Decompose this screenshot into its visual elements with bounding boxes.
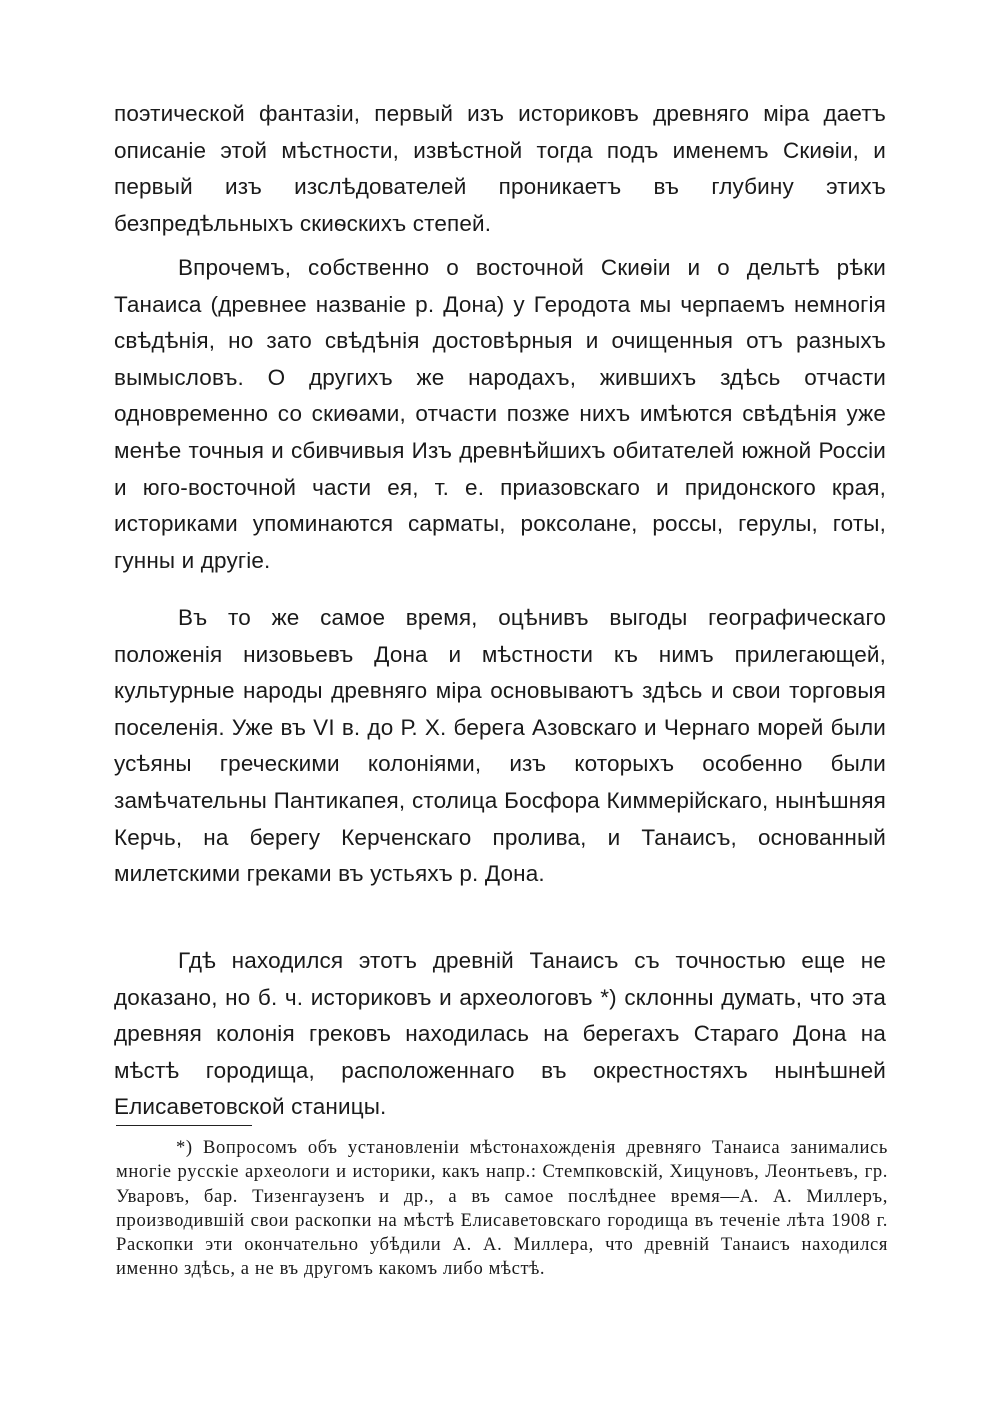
footnote-marker: *) [176, 1137, 193, 1158]
footnote [116, 1136, 888, 1282]
footnote-separator [116, 1125, 252, 1126]
paragraph-2: Впрочемъ, собственно о восточной Скиѳіи и о дельтѣ рѣки Танаиса (древнее названіе р. Дона) у Геродота мы черпаемъ немногія свѣдѣнія, но зато свѣдѣнія достовѣрныя и очищенныя отъ разныхъ вымысловъ. О другихъ же народахъ, жившихъ здѣсь отчасти одновременно со скиѳами, отчасти позже нихъ имѣются свѣдѣнія уже менѣе точныя и сбивчивыя Изъ древнѣйшихъ обитателей южной Россіи и юго-восточной части ея, т. е. приазовскаго и придонского края, историками упоминаются сарматы, роксолане, россы, герулы, готы, гунны и другіе. [114, 255, 886, 573]
paragraph-3: Въ то же самое время, оцѣнивъ выгоды географическаго положенія низовьевъ Дона и мѣстности къ нимъ прилегающей, культурные народы древняго міра основываютъ здѣсь и свои торговыя поселенія. Уже въ VI в. до Р. Х. берега Азовскаго и Чернаго морей были усѣяны греческими колоніями, изъ которыхъ особенно были замѣчательны Пантикапея, столица Босфора Киммерійскаго, нынѣшняя Керчь, на берегу Керченскаго пролива, и Танаисъ, основанный милетскими греками въ устьяхъ р. Дона. [114, 605, 886, 887]
paragraph-4: Гдѣ находился этотъ древній Танаисъ съ точностью еще не доказано, но б. ч. историковъ и археологовъ *) склонны думать, что эта древняя колонія грековъ находилась на берегахъ Стараго Дона на мѣстѣ городища, расположеннаго въ окрестностяхъ нынѣшней Елисаветовской станицы. [114, 948, 886, 1120]
paragraph-1: поэтической фантазіи, первый изъ историковъ древняго міра даетъ описаніе этой мѣстности, извѣстной тогда подъ именемъ Скиѳіи, и первый изъ изслѣдователей проникаетъ въ глубину этихъ безпредѣльныхъ скиѳскихъ степей. [114, 101, 886, 236]
footnote-text: Вопросомъ объ установленіи мѣстонахожденія древняго Танаиса занимались многіе русскіе археологи и историки, какъ напр.: Стемпковскій, Хицуновъ, Леонтьевъ, гр. Уваровъ, бар. Тизенгаузенъ и др., а въ самое послѣднее время—А. А. Миллеръ, производившій свои раскопки на мѣстѣ Елисаветовскаго городища въ теченіе лѣта 1908 г. Раскопки эти окончательно убѣдили А. А. Миллера, что древній Танаисъ находился именно здѣсь, а не въ другомъ какомъ либо мѣстѣ. [116, 1137, 888, 1280]
